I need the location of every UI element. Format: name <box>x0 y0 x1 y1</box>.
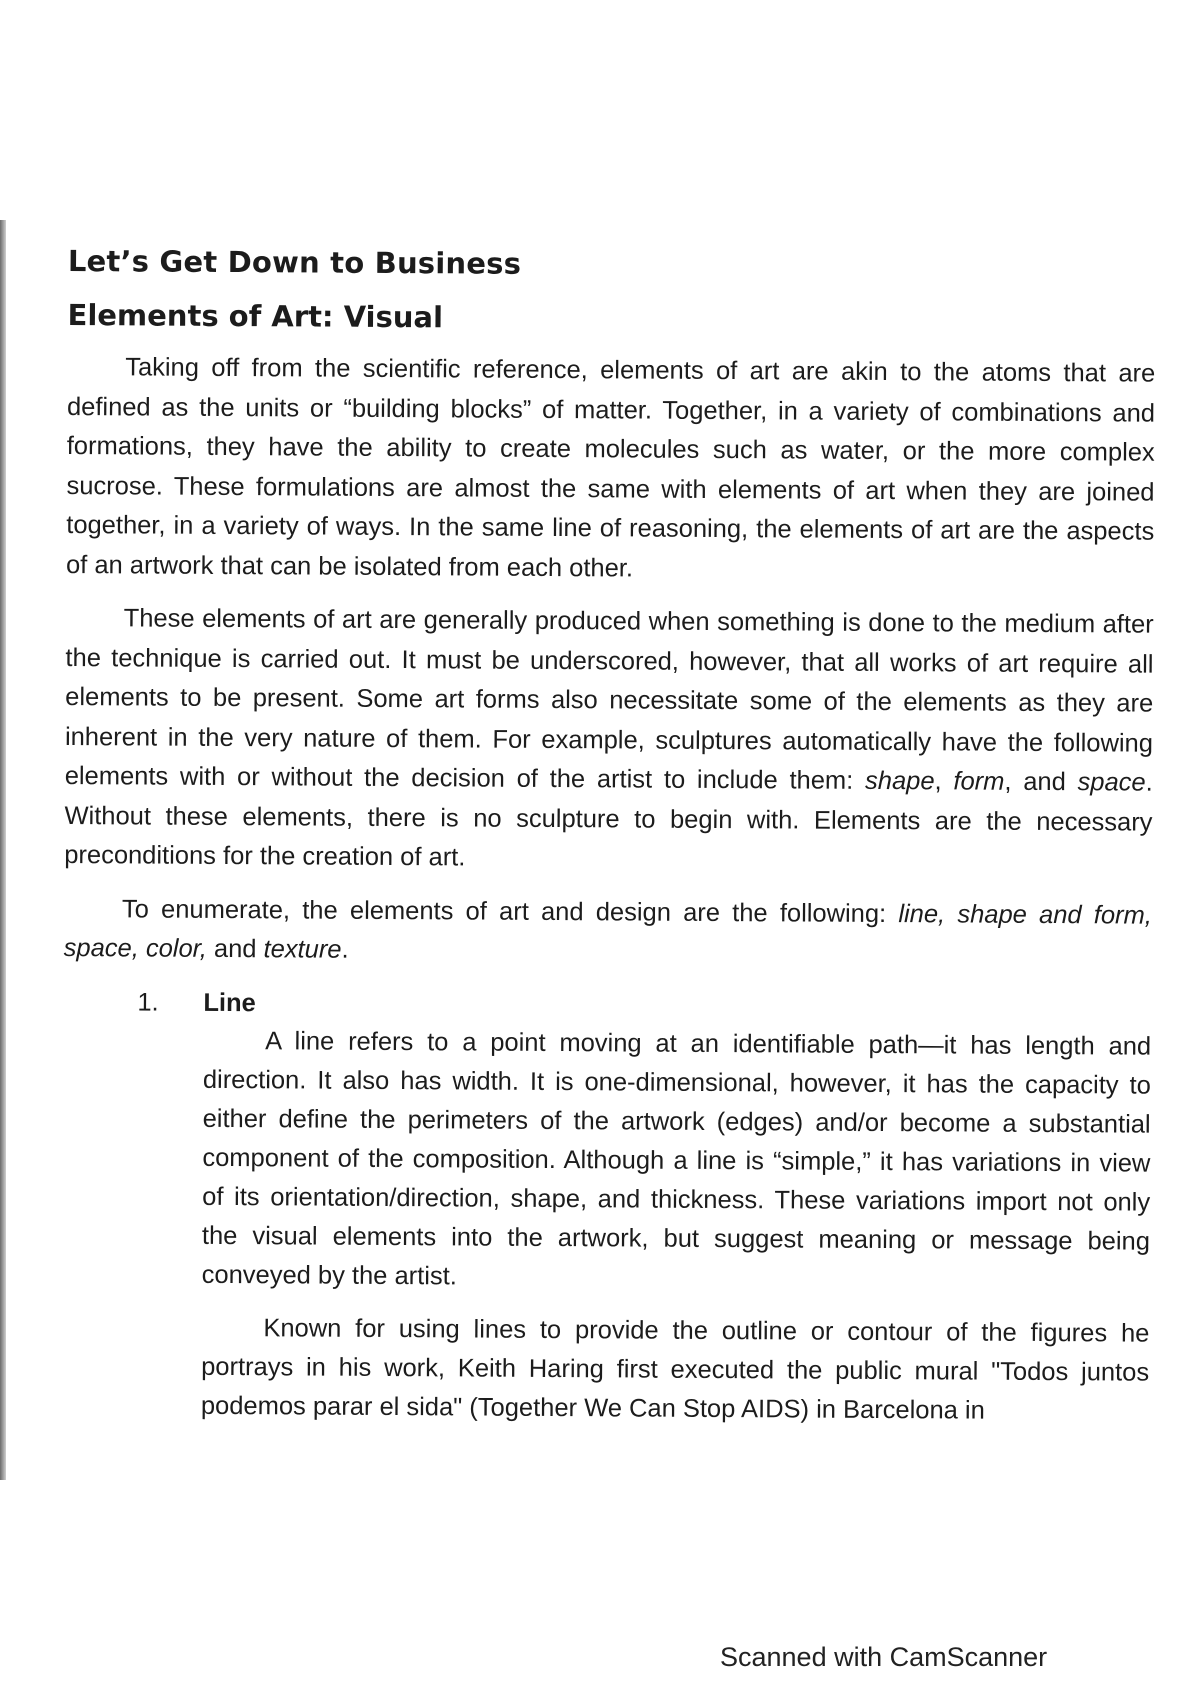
period: . <box>341 935 349 964</box>
term-space: space <box>1077 768 1146 797</box>
haring-paragraph: Known for using lines to provide the outline or contour of the figures he portrays in his work, Keith Haring first executed the public mural "Todos juntos podemos parar el sida" (Together We Can Stop AIDS) in Barcelona in <box>200 1313 1150 1425</box>
list-item-line <box>61 982 1152 1431</box>
line-definition-paragraph: A line refers to a point moving at an identifiable path—it has length and direction. It also has width. It is one-dimensional, however, it has the capacity to either define the perimeters of the artwork (edges) and/or become a substantial component of the composition. Although a line is “simple,” it has variations in view of its orientation/direction, shape, and thickness. These variations import not only the visual elements into the artwork, but suggest meaning or message being conveyed by the artist. <box>201 1026 1152 1290</box>
paragraph-enumerate-text: To enumerate, the elements of art and design are the following: <box>121 894 899 928</box>
paragraph-enumerate <box>64 889 1152 975</box>
separator: and <box>206 934 264 964</box>
terms-list: line, shape and form, space, color, <box>63 899 1152 963</box>
list-item-header <box>63 982 1151 1027</box>
paragraph-elements <box>64 599 1154 882</box>
paragraph-elements-text-end: . Without these elements, there is no sculpture to begin with. Elements are the necessary preconditions for the creation of art. <box>64 768 1153 872</box>
term-form: form <box>953 767 1005 796</box>
paragraph-intro: Taking off from the scientific reference, elements of art are akin to the atoms that are defined as the units or “building blocks” of matter. Together, in a variety of combinations and formations, they have the ability to create molecules such as water, or the more complex sucrose. These formulations are almost the same with elements of art when they are joined together, in a variety of ways. In the same line of reasoning, the elements of art are the aspects of an artwork that can be isolated from each other. <box>65 353 1156 582</box>
term-shape: shape <box>864 766 935 796</box>
scan-edge-shadow <box>0 220 6 1480</box>
section-subheading: Elements of Art: Visual <box>67 297 444 335</box>
separator: , and <box>1004 767 1078 797</box>
list-number: 1. <box>137 987 159 1017</box>
list-item-body <box>201 1021 1151 1431</box>
term-texture: texture <box>263 935 342 964</box>
document-page <box>61 244 1156 1445</box>
list-item-title: Line <box>203 988 256 1017</box>
separator: , <box>934 767 954 796</box>
paragraph-elements-text: These elements of art are generally produced when something is done to the medium after the technique is carried out. It must be underscored, however, that all works of art require all elements to be present. Some art forms also necessitate some of the elements as they are inherent in the very nature of them. For example, sculptures automatically have the following elements with or without the decision of the artist to include them: <box>64 604 1154 795</box>
section-heading: Let’s Get Down to Business <box>67 244 522 281</box>
camscanner-watermark: Scanned with CamScanner <box>720 1642 1048 1672</box>
